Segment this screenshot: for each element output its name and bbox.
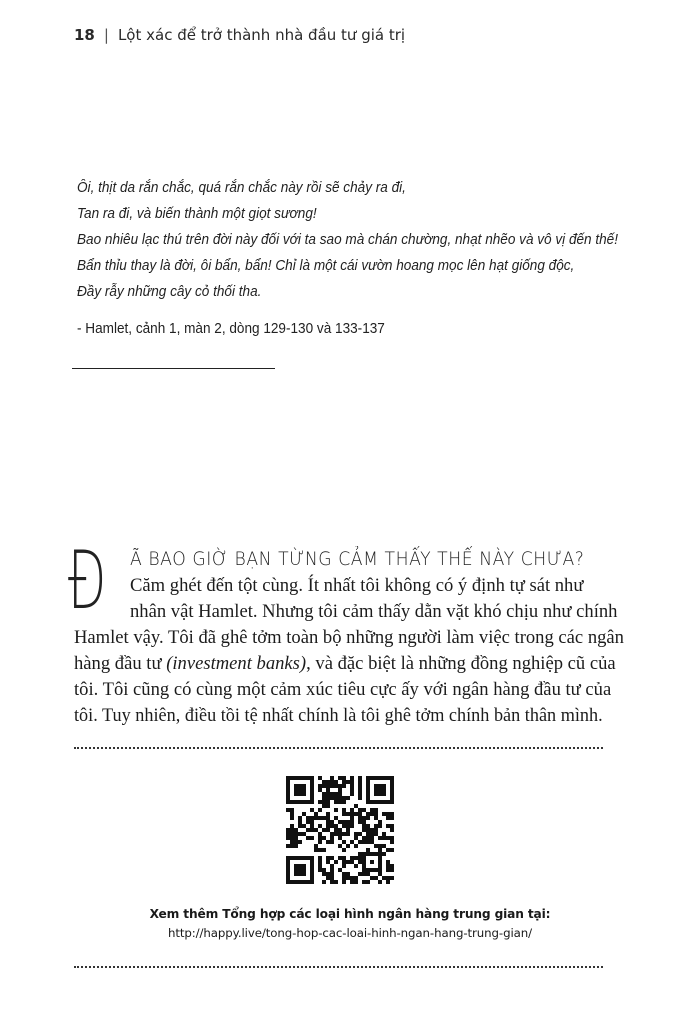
body-line xyxy=(130,575,604,597)
body-text: Hamlet vậy. Tôi đã ghê tởm toàn bộ những người làm việc trong các ngân xyxy=(74,627,624,648)
running-header xyxy=(74,26,405,44)
epigraph-line: Tan ra đi, và biến thành một giọt sương! xyxy=(77,206,317,222)
body-line xyxy=(74,627,624,649)
body-italic-term: (investment banks) xyxy=(166,653,307,674)
dotted-divider-top xyxy=(74,747,603,749)
epigraph-line: Bao nhiêu lạc thú trên đời này đối với ta sao mà chán chường, nhạt nhẽo và vô vị đến thế! xyxy=(77,232,619,248)
body-text: hàng đầu tư xyxy=(74,653,167,674)
body-text: Căm ghét đến tột cùng. Ít nhất tôi không có ý định tự sát như xyxy=(130,575,584,596)
section-divider xyxy=(72,368,275,369)
body-text: tôi. Tôi cũng có cùng một cảm xúc tiêu cực ấy với ngân hàng đầu tư của xyxy=(74,679,612,700)
page-number: 18 xyxy=(74,26,95,44)
epigraph-line: Đầy rẫy những cây cỏ thối tha. xyxy=(77,284,262,300)
body-line xyxy=(74,653,616,675)
body-text: nhân vật Hamlet. Nhưng tôi cảm thấy dằn vặt khó chịu như chính xyxy=(130,601,618,622)
body-text: tôi. Tuy nhiên, điều tồi tệ nhất chính là tôi ghê tởm chính bản thân mình. xyxy=(74,705,603,726)
body-line xyxy=(74,705,603,727)
qr-caption: Xem thêm Tổng hợp các loại hình ngân hàng trung gian tại: xyxy=(149,907,551,921)
body-line xyxy=(130,601,617,623)
qr-url[interactable]: http://happy.live/tong-hop-cac-loai-hinh-ngan-hang-trung-gian/ xyxy=(167,926,533,940)
book-title: Lột xác để trở thành nhà đầu tư giá trị xyxy=(117,26,406,44)
dotted-divider-bottom xyxy=(74,966,603,968)
header-separator: | xyxy=(103,26,109,44)
epigraph xyxy=(77,175,619,305)
epigraph-line: Bẩn thỉu thay là đời, ôi bẩn, bẩn! Chỉ là một cái vườn hoang mọc lên hạt giống độc, xyxy=(77,258,575,274)
qr-code[interactable] xyxy=(286,776,394,884)
epigraph-line: Ôi, thịt da rắn chắc, quá rắn chắc này rồi sẽ chảy ra đi, xyxy=(77,180,406,196)
epigraph-citation: - Hamlet, cảnh 1, màn 2, dòng 129-130 và 133-137 xyxy=(77,321,385,337)
drop-cap: Đ xyxy=(68,534,107,627)
body-line xyxy=(74,679,611,701)
body-text: , và đặc biệt là những đồng nghiệp cũ của xyxy=(306,653,616,674)
opening-line: Ã BAO GIỜ BẠN TỪNG CẢM THẤY THẾ NÀY CHƯA? xyxy=(130,549,585,570)
